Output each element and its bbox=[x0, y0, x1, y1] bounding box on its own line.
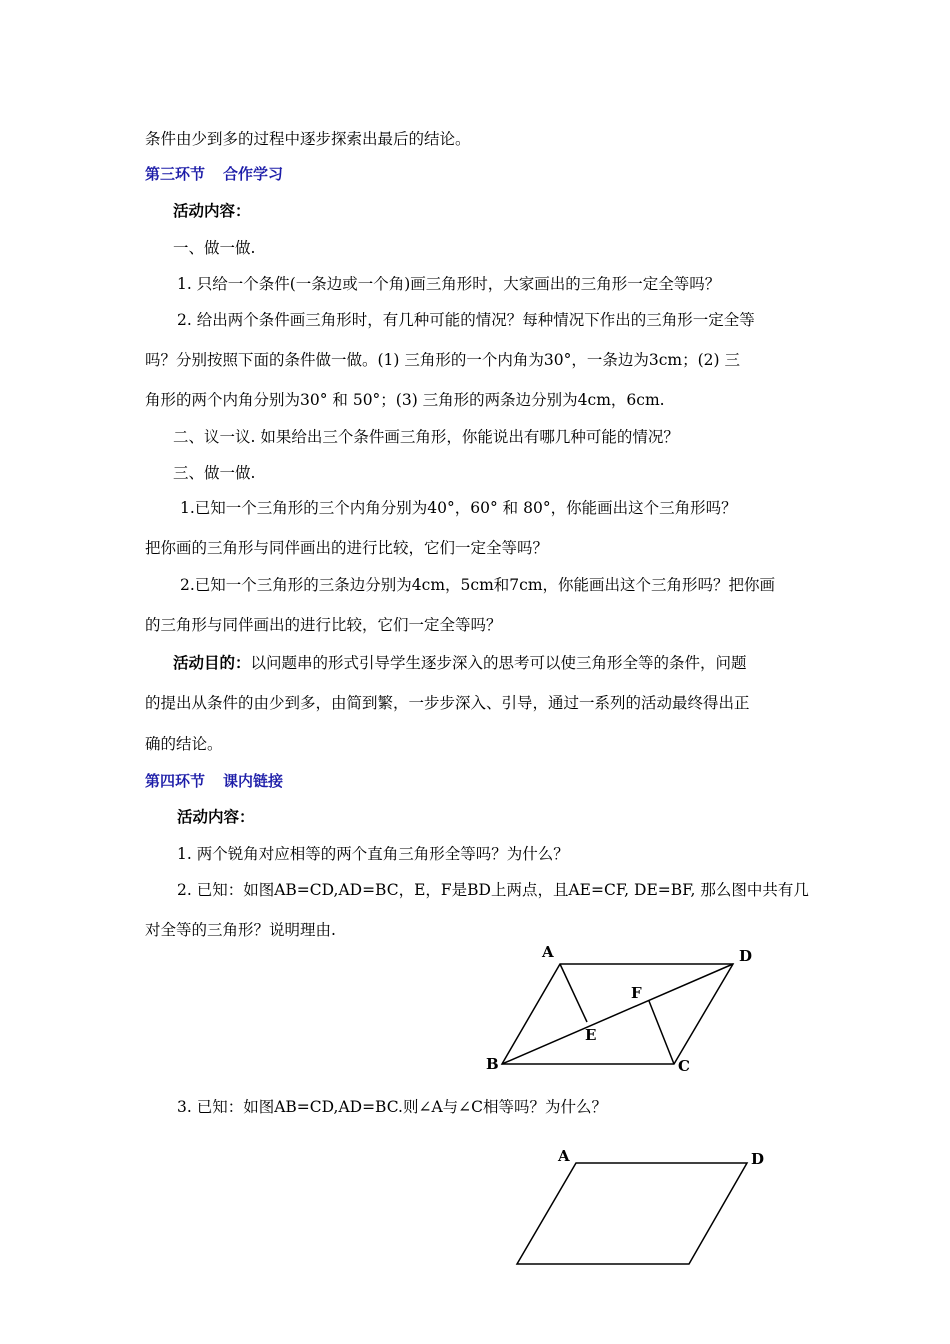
part3-q2-line2: 的三角形与同伴画出的进行比较，它们一定全等吗？ bbox=[145, 616, 502, 634]
fig1-label-d: D bbox=[739, 947, 753, 965]
figure-1-parallelogram bbox=[502, 964, 733, 1064]
fig1-segment-ae bbox=[560, 964, 587, 1022]
part1-heading: 一、做一做. bbox=[173, 239, 256, 257]
fig1-label-e: E bbox=[585, 1026, 597, 1044]
purpose-label: 活动目的： bbox=[173, 654, 251, 672]
activity-label: 活动内容： bbox=[173, 202, 251, 220]
fig1-label-f: F bbox=[631, 984, 642, 1002]
section3-title: 第三环节 bbox=[145, 165, 206, 183]
figure-2-parallelogram bbox=[517, 1163, 747, 1264]
intro-tail-text: 条件由少到多的过程中逐步探索出最后的结论。 bbox=[145, 130, 471, 148]
section4-subtitle: 课内链接 bbox=[223, 772, 284, 790]
question-2-line3: 角形的两个内角分别为30° 和 50°；(3) 三角形的两条边分别为4cm，6cm. bbox=[145, 391, 665, 409]
s4-question-2-line2: 对全等的三角形？说明理由. bbox=[145, 921, 336, 939]
purpose-line3: 确的结论。 bbox=[145, 735, 223, 753]
part3-heading: 三、做一做. bbox=[173, 464, 256, 482]
part3-q1-line2: 把你画的三角形与同伴画出的进行比较，它们一定全等吗？ bbox=[145, 539, 549, 557]
fig1-label-c: C bbox=[678, 1057, 690, 1075]
fig2-label-a: A bbox=[558, 1147, 570, 1165]
fig1-diagonal-bd bbox=[502, 964, 733, 1064]
section3-subtitle: 合作学习 bbox=[223, 165, 284, 183]
fig2-label-d: D bbox=[751, 1150, 765, 1168]
part3-q1-line1: 1.已知一个三角形的三个内角分别为40°，60° 和 80°，你能画出这个三角形吗？ bbox=[180, 499, 737, 517]
section4-title: 第四环节 bbox=[145, 772, 206, 790]
s4-question-3: 3. 已知：如图AB=CD,AD=BC.则∠A与∠C相等吗？为什么？ bbox=[177, 1098, 607, 1116]
question-2-line2: 吗？分别按照下面的条件做一做。(1) 三角形的一个内角为30°，一条边为3cm；(2) 三 bbox=[145, 351, 740, 369]
s4-question-2-line1: 2. 已知：如图AB=CD,AD=BC，E，F是BD上两点，且AE=CF, DE=BF, 那么图中共有几 bbox=[177, 881, 809, 899]
fig1-segment-cf bbox=[649, 1001, 674, 1064]
part3-q2-line1: 2.已知一个三角形的三条边分别为4cm，5cm和7cm，你能画出这个三角形吗？把你画 bbox=[180, 576, 776, 594]
question-1: 1. 只给一个条件(一条边或一个角)画三角形时，大家画出的三角形一定全等吗？ bbox=[177, 275, 721, 293]
fig2-outline bbox=[517, 1163, 747, 1264]
purpose-line2: 的提出从条件的由少到多，由简到繁，一步步深入、引导，通过一系列的活动最终得出正 bbox=[145, 694, 750, 712]
fig1-label-b: B bbox=[486, 1055, 499, 1073]
purpose-text: 以问题串的形式引导学生逐步深入的思考可以使三角形全等的条件，问题 bbox=[250, 654, 747, 672]
activity-label-2: 活动内容： bbox=[177, 808, 255, 826]
s4-question-1: 1. 两个锐角对应相等的两个直角三角形全等吗？为什么？ bbox=[177, 845, 569, 863]
fig1-label-a: A bbox=[542, 943, 554, 961]
question-2-line1: 2. 给出两个条件画三角形时，有几种可能的情况？每种情况下作出的三角形一定全等 bbox=[177, 311, 755, 329]
part2-text: 二、议一议. 如果给出三个条件画三角形，你能说出有哪几种可能的情况？ bbox=[173, 428, 679, 446]
